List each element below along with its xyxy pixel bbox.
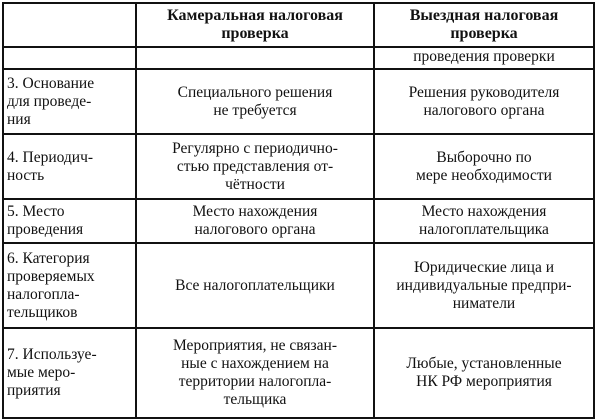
row-label-frequency — [3, 134, 136, 199]
cell-desk-frequency — [136, 134, 374, 199]
comparison-table-page — [2, 2, 593, 417]
cell-text-line: Все налогоплательщики — [175, 276, 335, 294]
cell-text-line: индивидуальные предпри- — [396, 276, 572, 294]
cell-text-line: 7. Используе- — [7, 346, 97, 363]
cell-text-line: 3. Основание — [7, 74, 95, 92]
cell-field-frequency — [374, 134, 594, 199]
cell-text-line: Место нахождения — [421, 203, 547, 220]
cell-text-line: 4. Периодич- — [7, 148, 94, 166]
table-row — [3, 199, 594, 243]
cell-text-line: налогового органа — [194, 221, 316, 238]
cell-text-line: налогопла- — [7, 285, 80, 303]
header-cell-desk-audit — [136, 3, 374, 47]
cell-text-line: Специального решения — [177, 83, 333, 101]
cell-text-line: НК РФ мероприятия — [416, 373, 552, 390]
cell-text-line: тельщиков — [7, 303, 78, 321]
cell-text-line: 5. Место — [7, 203, 65, 220]
cell-text-line: Решения руководителя — [408, 83, 560, 101]
continuation-cell-criterion — [3, 47, 136, 69]
table-row — [3, 134, 594, 199]
cell-desk-measures — [136, 328, 374, 418]
cell-desk-category — [136, 243, 374, 328]
cell-text-line: Камеральная налоговая — [167, 7, 343, 24]
cell-text-line: проведения проверки — [413, 48, 555, 65]
cell-text-line: для проведе- — [7, 92, 92, 110]
cell-text-line: проверяемых — [7, 267, 95, 285]
continuation-row — [3, 47, 594, 69]
cell-text-line: стью представления от- — [176, 157, 334, 175]
cell-text-line: приятия — [7, 382, 61, 399]
row-label-location — [3, 199, 136, 243]
continuation-cell-desk-audit — [136, 47, 374, 69]
row-label-category — [3, 243, 136, 328]
tax-audit-comparison-table — [2, 2, 595, 419]
cell-desk-location — [136, 199, 374, 243]
cell-desk-basis — [136, 69, 374, 134]
cell-text-line: Выборочно по — [436, 148, 532, 166]
header-cell-criterion — [3, 3, 136, 47]
cell-text-line: мере необходимости — [416, 166, 552, 184]
cell-text-line: мые меро- — [7, 364, 76, 381]
cell-text-line: чётности — [225, 175, 285, 193]
cell-text-line: не требуется — [213, 101, 297, 119]
cell-text-line: Место нахождения — [192, 203, 318, 220]
cell-text-line: тельщика — [223, 391, 287, 408]
cell-text-line: ность — [7, 166, 45, 184]
cell-text-line: территории налогопла- — [178, 373, 332, 390]
cell-text-line: ния — [7, 110, 31, 128]
cell-text-line: ниматели — [452, 294, 516, 312]
cell-text-line: проведения — [7, 221, 84, 238]
row-label-basis — [3, 69, 136, 134]
cell-text-line: налогоплательщика — [419, 221, 549, 238]
cell-text-line: проверка — [450, 25, 518, 42]
cell-text-line: Юридические лица и — [413, 258, 555, 276]
header-row — [3, 3, 594, 47]
cell-text-line: Любые, установленные — [406, 355, 562, 372]
table-row — [3, 328, 594, 418]
row-label-measures — [3, 328, 136, 418]
cell-field-measures — [374, 328, 594, 418]
continuation-cell-field-audit — [374, 47, 594, 69]
cell-text-line: Мероприятия, не связан- — [172, 337, 337, 354]
cell-text-line: налогового органа — [423, 101, 545, 119]
cell-text-line: Выездная налоговая — [409, 7, 559, 24]
cell-field-location — [374, 199, 594, 243]
header-cell-field-audit — [374, 3, 594, 47]
table-row — [3, 243, 594, 328]
cell-text-line: проверка — [221, 25, 289, 42]
cell-text-line: Регулярно с периодично- — [172, 139, 338, 157]
cell-field-category — [374, 243, 594, 328]
cell-text-line: 6. Категория — [7, 249, 90, 267]
table-row — [3, 69, 594, 134]
cell-field-basis — [374, 69, 594, 134]
cell-text-line: ные с нахождением на — [181, 355, 329, 372]
